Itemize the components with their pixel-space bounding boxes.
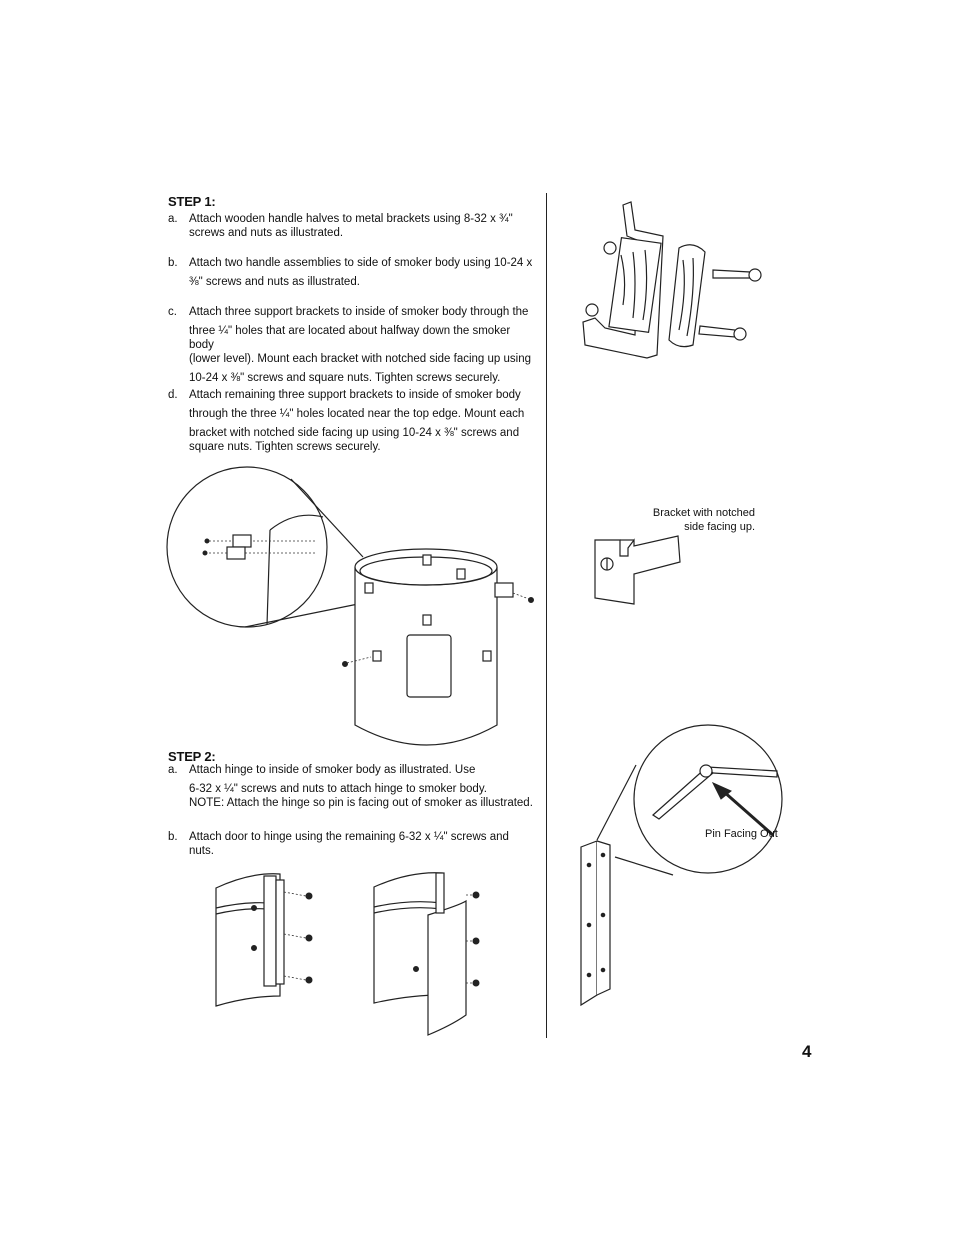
item-line: 6-32 x ¼" screws and nuts to attach hinge to smoker body.	[189, 783, 487, 795]
bracket-caption-line2: side facing up.	[684, 521, 755, 533]
item-line: through the three ¼" holes located near the top edge. Mount each	[189, 408, 525, 420]
item-letter: a.	[168, 764, 178, 776]
item-line: ⅜" screws and nuts as illustrated.	[189, 276, 360, 288]
item-line: bracket with notched side facing up using 10-24 x ⅜" screws and	[189, 427, 520, 439]
item-letter: c.	[168, 306, 177, 318]
hinge-attach-illustration	[210, 868, 320, 1010]
item-line: Attach three support brackets to inside of smoker body through the	[189, 306, 529, 318]
item-line: screws and nuts as illustrated.	[189, 227, 344, 239]
step1-item-d	[168, 388, 533, 454]
smoker-body-illustration	[165, 465, 545, 755]
item-line: 10-24 x ⅜" screws and square nuts. Tighten screws securely.	[189, 372, 501, 384]
item-letter: a.	[168, 213, 178, 225]
step2-item-a	[168, 763, 533, 810]
item-line: square nuts. Tighten screws securely.	[189, 441, 381, 453]
column-divider	[546, 193, 547, 1038]
bracket-caption-line1: Bracket with notched	[652, 507, 755, 519]
page-number: 4	[802, 1042, 812, 1061]
step1-item-a	[168, 212, 533, 240]
item-line: Attach wooden handle halves to metal brackets using 8-32 x ¾"	[189, 213, 513, 225]
step1-item-c	[168, 305, 533, 385]
handle-assembly-illustration	[575, 200, 770, 370]
item-letter: b.	[168, 257, 178, 269]
item-line: Attach door to hinge using the remaining 6-32 x ¼" screws and nuts.	[189, 831, 509, 857]
item-line: NOTE: Attach the hinge so pin is facing out of smoker as illustrated.	[189, 797, 533, 809]
door-attach-illustration	[370, 865, 490, 1040]
item-line: three ¼" holes that are located about halfway down the smoker body	[189, 325, 511, 351]
pin-caption: Pin Facing Out	[705, 828, 778, 840]
item-letter: b.	[168, 831, 178, 843]
step1-item-b	[168, 256, 533, 289]
step2-item-b	[168, 830, 533, 858]
item-line: Attach remaining three support brackets to inside of smoker body	[189, 389, 521, 401]
item-line: Attach two handle assemblies to side of smoker body using 10-24 x	[189, 257, 533, 269]
item-letter: d.	[168, 389, 178, 401]
item-line: (lower level). Mount each bracket with notched side facing up using	[189, 353, 531, 365]
step2-heading: STEP 2:	[168, 749, 216, 764]
bracket-illustration	[590, 528, 700, 608]
hinge-illustration	[575, 705, 815, 1015]
step1-heading: STEP 1:	[168, 194, 216, 209]
item-line: Attach hinge to inside of smoker body as illustrated. Use	[189, 764, 476, 776]
